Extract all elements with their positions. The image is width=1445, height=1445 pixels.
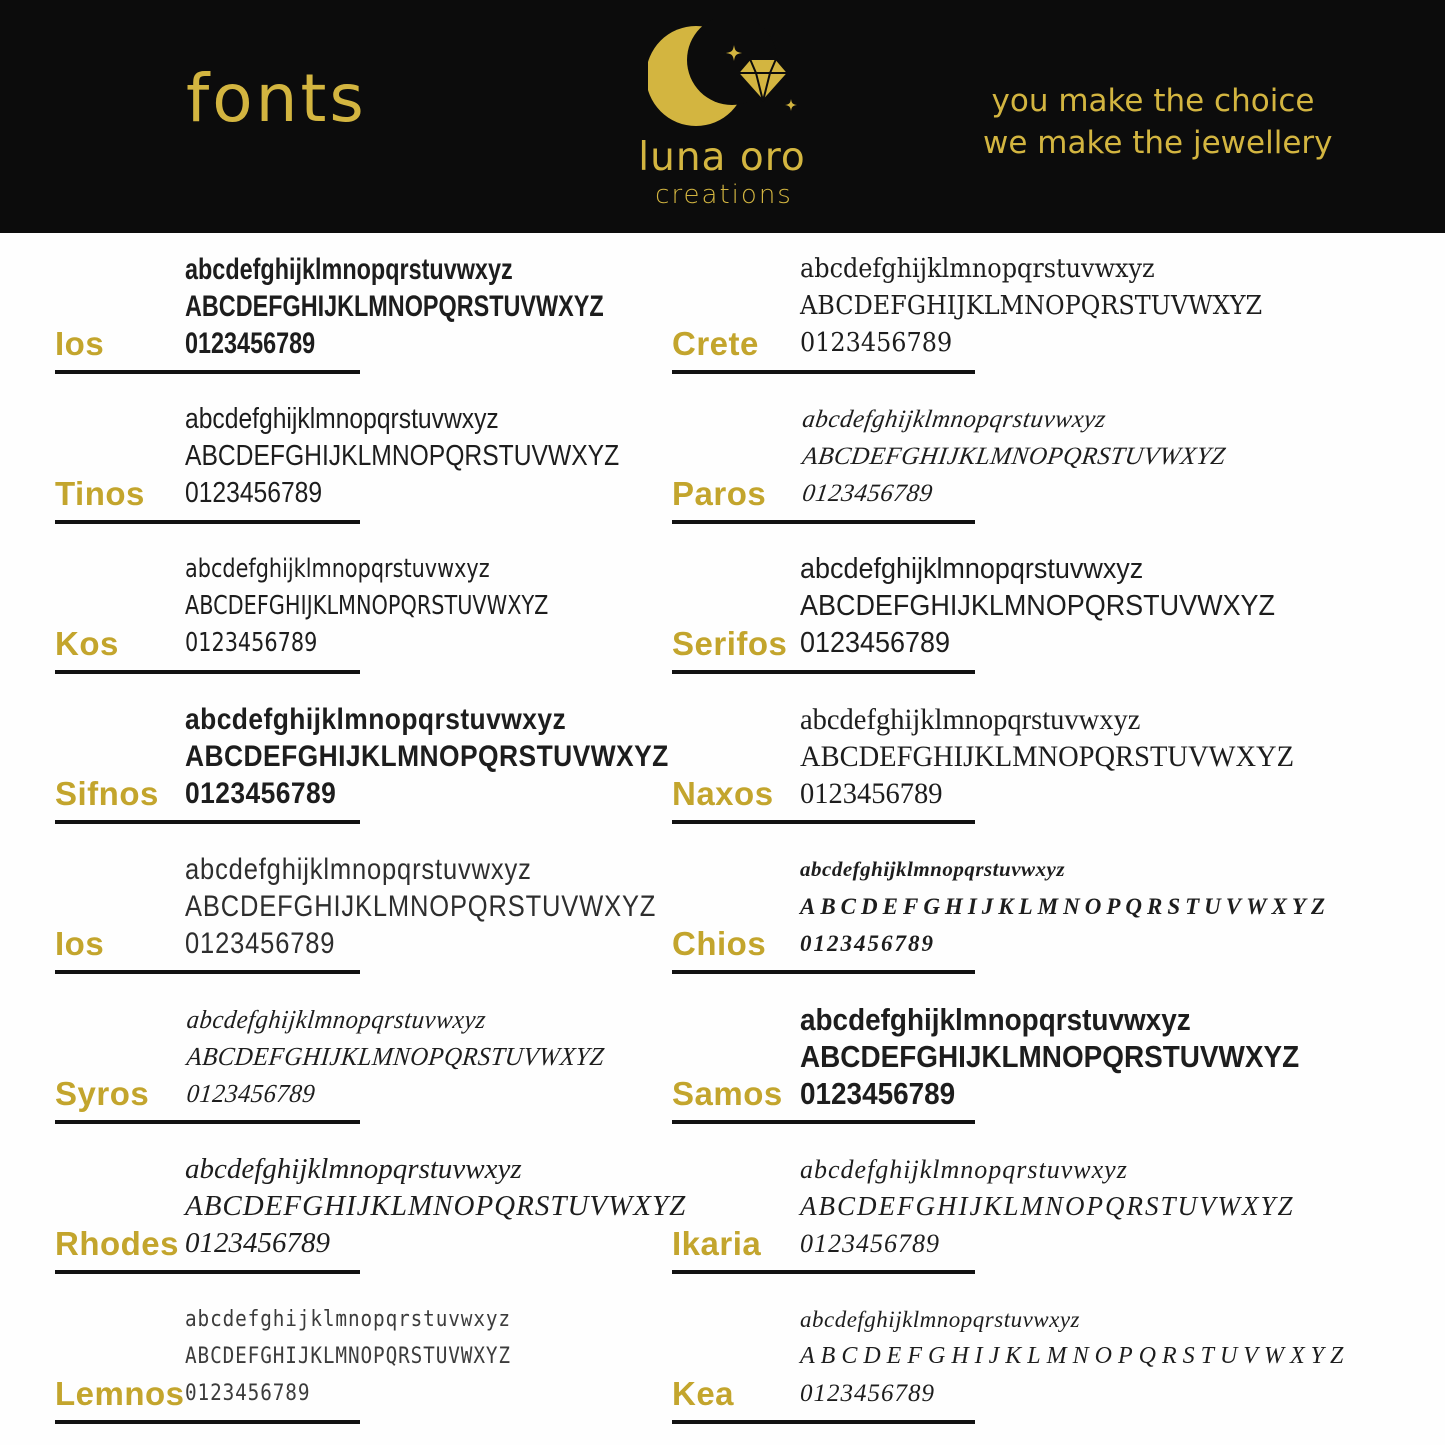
divider [55, 1420, 360, 1424]
alphabet-sample [800, 1301, 1349, 1412]
alphabet-sample [185, 701, 735, 812]
alphabet-sample [800, 551, 1311, 662]
sample-lowercase: abcdefghijklmnopqrstuvwxyz [185, 853, 532, 886]
alphabet-sample [185, 401, 696, 512]
sample-digits: 0123456789 [185, 1381, 311, 1406]
font-sample-syros [0, 983, 660, 1133]
font-name: Paros [672, 475, 767, 512]
divider [55, 970, 360, 974]
header-band [0, 0, 1445, 233]
sample-digits: 0123456789 [185, 777, 337, 810]
sample-uppercase: ABCDEFGHIJKLMNOPQRSTUVWXYZ [185, 1190, 687, 1222]
sample-digits: 0123456789 [800, 1076, 956, 1111]
sample-lowercase: abcdefghijklmnopqrstuvwxyz [800, 254, 1155, 284]
alphabet-sample [185, 851, 739, 962]
font-name: Naxos [672, 775, 774, 812]
sample-lowercase: abcdefghijklmnopqrstuvwxyz [800, 857, 1066, 881]
font-sample-kea [660, 1283, 1445, 1433]
sample-lowercase: abcdefghijklmnopqrstuvwxyz [185, 1307, 511, 1332]
sparkle-icon [785, 99, 797, 111]
sample-digits: 0123456789 [185, 927, 336, 960]
sample-uppercase: ABCDEFGHIJKLMNOPQRSTUVWXYZ [185, 591, 549, 621]
sample-digits: 0123456789 [800, 777, 943, 810]
sample-uppercase: ABCDEFGHIJKLMNOPQRSTUVWXYZ [800, 1343, 1350, 1369]
divider [672, 820, 975, 824]
font-name: Samos [672, 1075, 783, 1112]
sample-lowercase: abcdefghijklmnopqrstuvwxyz [185, 403, 499, 435]
divider [55, 1120, 360, 1124]
sample-uppercase: ABCDEFGHIJKLMNOPQRSTUVWXYZ [185, 1042, 606, 1071]
font-name: Sifnos [55, 775, 159, 812]
font-sample-serifos [660, 533, 1445, 683]
font-name: Chios [672, 925, 767, 962]
alphabet-sample [185, 551, 639, 662]
font-sample-naxos [660, 683, 1445, 833]
font-sample-chios [660, 833, 1445, 983]
sample-digits: 0123456789 [800, 931, 935, 956]
divider [55, 1270, 360, 1274]
sample-uppercase: ABCDEFGHIJKLMNOPQRSTUVWXYZ [800, 1191, 1295, 1221]
sample-lowercase: abcdefghijklmnopqrstuvwxyz [185, 1005, 488, 1034]
sample-digits: 0123456789 [185, 1227, 330, 1259]
tagline-line-2: we make the jewellery [983, 125, 1333, 161]
sample-digits: 0123456789 [800, 1380, 935, 1407]
divider [55, 370, 360, 374]
font-name: Lemnos [55, 1375, 185, 1412]
sample-lowercase: abcdefghijklmnopqrstuvwxyz [800, 1307, 1081, 1332]
font-name: Serifos [672, 625, 788, 662]
sample-digits: 0123456789 [800, 627, 951, 659]
alphabet-sample [800, 851, 1330, 962]
sample-lowercase: abcdefghijklmnopqrstuvwxyz [800, 553, 1144, 585]
font-sample-crete [660, 233, 1445, 383]
divider [672, 370, 975, 374]
font-sample-samos [660, 983, 1445, 1133]
sample-uppercase: ABCDEFGHIJKLMNOPQRSTUVWXYZ [185, 740, 669, 773]
divider [55, 670, 360, 674]
font-name: Ios [55, 925, 105, 962]
font-sample-tinos [0, 383, 660, 533]
sample-digits: 0123456789 [185, 327, 316, 360]
sample-uppercase: ABCDEFGHIJKLMNOPQRSTUVWXYZ [800, 443, 1228, 470]
sample-digits: 0123456789 [800, 1229, 940, 1258]
font-name: Tinos [55, 475, 145, 512]
divider [55, 820, 360, 824]
divider [55, 520, 360, 524]
alphabet-sample [800, 251, 1302, 362]
sample-lowercase: abcdefghijklmnopqrstuvwxyz [185, 703, 567, 736]
sample-uppercase: ABCDEFGHIJKLMNOPQRSTUVWXYZ [800, 894, 1331, 919]
font-sample-lemnos [0, 1283, 660, 1433]
font-sample-paros [660, 383, 1445, 533]
font-samples-grid [0, 233, 1445, 1433]
brand-name: luna oro [638, 135, 806, 180]
tagline [983, 80, 1333, 164]
font-sample-rhodes [0, 1133, 687, 1283]
divider [672, 670, 975, 674]
font-sample-ikaria [660, 1133, 1445, 1283]
font-name: Kea [672, 1375, 735, 1412]
sample-uppercase: ABCDEFGHIJKLMNOPQRSTUVWXYZ [185, 440, 620, 472]
brand-logo [648, 18, 818, 138]
sample-uppercase: ABCDEFGHIJKLMNOPQRSTUVWXYZ [800, 291, 1263, 321]
alphabet-sample [800, 701, 1320, 812]
sample-digits: 0123456789 [800, 480, 935, 507]
font-name: Kos [55, 625, 119, 662]
sample-uppercase: ABCDEFGHIJKLMNOPQRSTUVWXYZ [185, 290, 604, 323]
sample-lowercase: abcdefghijklmnopqrstuvwxyz [800, 703, 1141, 736]
sample-lowercase: abcdefghijklmnopqrstuvwxyz [800, 1002, 1191, 1037]
sample-lowercase: abcdefghijklmnopqrstuvwxyz [185, 554, 490, 584]
font-sample-ios-light [0, 833, 660, 983]
sample-digits: 0123456789 [185, 628, 318, 658]
font-sample-sifnos [0, 683, 669, 833]
sample-uppercase: ABCDEFGHIJKLMNOPQRSTUVWXYZ [800, 590, 1276, 622]
tagline-line-1: you make the choice [991, 83, 1315, 119]
divider [672, 1270, 975, 1274]
font-name: Ios [55, 325, 105, 362]
alphabet-sample [185, 1151, 686, 1262]
sample-lowercase: abcdefghijklmnopqrstuvwxyz [800, 1155, 1128, 1184]
sample-uppercase: ABCDEFGHIJKLMNOPQRSTUVWXYZ [185, 890, 657, 923]
font-name: Rhodes [55, 1225, 180, 1262]
font-name: Ikaria [672, 1225, 762, 1262]
sample-uppercase: ABCDEFGHIJKLMNOPQRSTUVWXYZ [800, 740, 1295, 773]
sample-digits: 0123456789 [185, 477, 323, 509]
sample-lowercase: abcdefghijklmnopqrstuvwxyz [800, 406, 1108, 433]
sample-lowercase: abcdefghijklmnopqrstuvwxyz [185, 253, 513, 286]
sample-lowercase: abcdefghijklmnopqrstuvwxyz [185, 1153, 522, 1185]
divider [672, 970, 975, 974]
font-sample-ios-condensed [0, 233, 660, 383]
font-name: Syros [55, 1075, 150, 1112]
sample-uppercase: ABCDEFGHIJKLMNOPQRSTUVWXYZ [185, 1344, 511, 1369]
font-name: Crete [672, 325, 759, 362]
divider [672, 1420, 975, 1424]
alphabet-sample [185, 1001, 624, 1112]
alphabet-sample [185, 1301, 555, 1412]
sample-uppercase: ABCDEFGHIJKLMNOPQRSTUVWXYZ [800, 1039, 1300, 1074]
sample-digits: 0123456789 [185, 1079, 317, 1108]
sample-digits: 0123456789 [800, 328, 953, 358]
brand-subtitle: creations [655, 180, 793, 210]
font-sample-kos [0, 533, 660, 683]
alphabet-sample [800, 1151, 1294, 1262]
divider [672, 1120, 975, 1124]
alphabet-sample [800, 1001, 1355, 1112]
alphabet-sample [800, 401, 1228, 512]
alphabet-sample [185, 251, 722, 362]
page-title: fonts [186, 60, 367, 137]
divider [672, 520, 975, 524]
